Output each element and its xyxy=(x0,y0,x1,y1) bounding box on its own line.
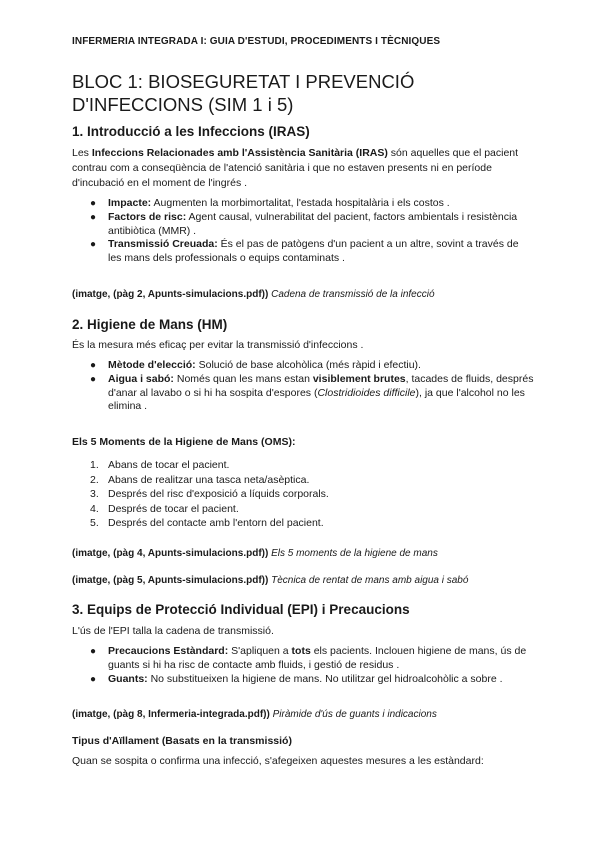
list-item: 4. Després de tocar el pacient. xyxy=(90,502,239,515)
document-header: INFERMERIA INTEGRADA I: GUIA D'ESTUDI, PROCEDIMENTS I TÈCNIQUES xyxy=(72,36,441,47)
section-1-title: 1. Introducció a les Infeccions (IRAS) xyxy=(72,124,310,139)
image-reference: (imatge, (pàg 5, Apunts-simulacions.pdf)) Tècnica de rentat de mans amb aigua i sabó xyxy=(72,575,469,586)
isolation-intro: Quan se sospita o confirma una infecció, s'afegeixen aquestes mesures a les estàndard: xyxy=(72,755,484,767)
list-item: ● Aigua i sabó: Només quan les mans estan visiblement brutes, tacades de fluids, després d'anar al lavabo o si hi ha sospita d'espores (Clostridioides difficile), ja que l'alcohol no les elimina . xyxy=(90,372,534,413)
section-2-bullets xyxy=(72,359,534,414)
image-reference: (imatge, (pàg 4, Apunts-simulacions.pdf)) Els 5 moments de la higiene de mans xyxy=(72,548,438,559)
section-2-title: 2. Higiene de Mans (HM) xyxy=(72,317,228,332)
section-1-bullets xyxy=(72,197,534,266)
bullet-icon: ● xyxy=(90,239,97,251)
moments-list xyxy=(72,458,534,531)
bloc-title: BLOC 1: BIOSEGURETAT I PREVENCIÓ D'INFECCIONS (SIM 1 i 5) xyxy=(72,71,415,115)
list-item: ● Precaucions Estàndard: S'apliquen a tots els pacients. Inclouen higiene de mans, ús de guants si hi ha risc de contacte amb fluids, i gestió de residus . xyxy=(90,645,527,671)
section-3-bullets xyxy=(72,645,534,686)
bullet-icon: ● xyxy=(90,198,97,209)
image-reference: (imatge, (pàg 2, Apunts-simulacions.pdf)) Cadena de transmissió de la infecció xyxy=(72,289,435,300)
isolation-title: Tipus d'Aïllament (Basats en la transmissió) xyxy=(72,735,292,747)
section-3-title: 3. Equips de Protecció Individual (EPI) i Precaucions xyxy=(72,602,410,617)
iras-term: Infeccions Relacionades amb l'Assistència Sanitària (IRAS) xyxy=(91,147,388,159)
list-item: ● Guants: No substitueixen la higiene de mans. No utilitzar gel hidroalcohòlic a sobre . xyxy=(90,672,503,685)
moments-title: Els 5 Moments de la Higiene de Mans (OMS): xyxy=(72,436,296,448)
bullet-icon: ● xyxy=(90,646,97,657)
section-3-intro: L'ús de l'EPI talla la cadena de transmissió. xyxy=(72,625,274,637)
bullet-icon: ● xyxy=(90,360,97,371)
list-item: ● Transmissió Creuada: És el pas de patògens d'un pacient a un altre, sovint a través de les mans dels professionals o equips contaminats . xyxy=(90,238,519,265)
list-item: 1. Abans de tocar el pacient. xyxy=(90,459,230,471)
list-item: 3. Després del risc d'exposició a líquids corporals. xyxy=(90,488,329,500)
list-item: ● Factors de risc: Agent causal, vulnerabilitat del pacient, factors ambientals i resistència antibiòtica (MMR) . xyxy=(90,210,518,237)
list-item: ● Mètode d'elecció: Solució de base alcohòlica (més ràpid i efectiu). xyxy=(90,359,421,371)
section-1-intro: Les Infeccions Relacionades amb l'Assistència Sanitària (IRAS) són aquelles que el pacient contrau com a conseqüència de l'atenció sanitària i que no estaven presents ni en període d'incubació en el moment de l'ingrés . xyxy=(72,147,519,189)
list-item: 5. Després del contacte amb l'entorn del pacient. xyxy=(90,517,324,529)
list-item: 2. Abans de realitzar una tasca neta/asèptica. xyxy=(90,473,310,486)
section-2-intro: És la mesura més eficaç per evitar la transmissió d'infeccions . xyxy=(72,339,364,351)
bullet-icon: ● xyxy=(90,373,97,385)
list-item: ● Impacte: Augmenten la morbimortalitat, l'estada hospitalària i els costos . xyxy=(90,197,450,209)
bullet-icon: ● xyxy=(90,673,97,685)
image-reference: (imatge, (pàg 8, Infermeria-integrada.pdf)) Piràmide d'ús de guants i indicacions xyxy=(72,709,437,720)
bullet-icon: ● xyxy=(90,211,97,223)
